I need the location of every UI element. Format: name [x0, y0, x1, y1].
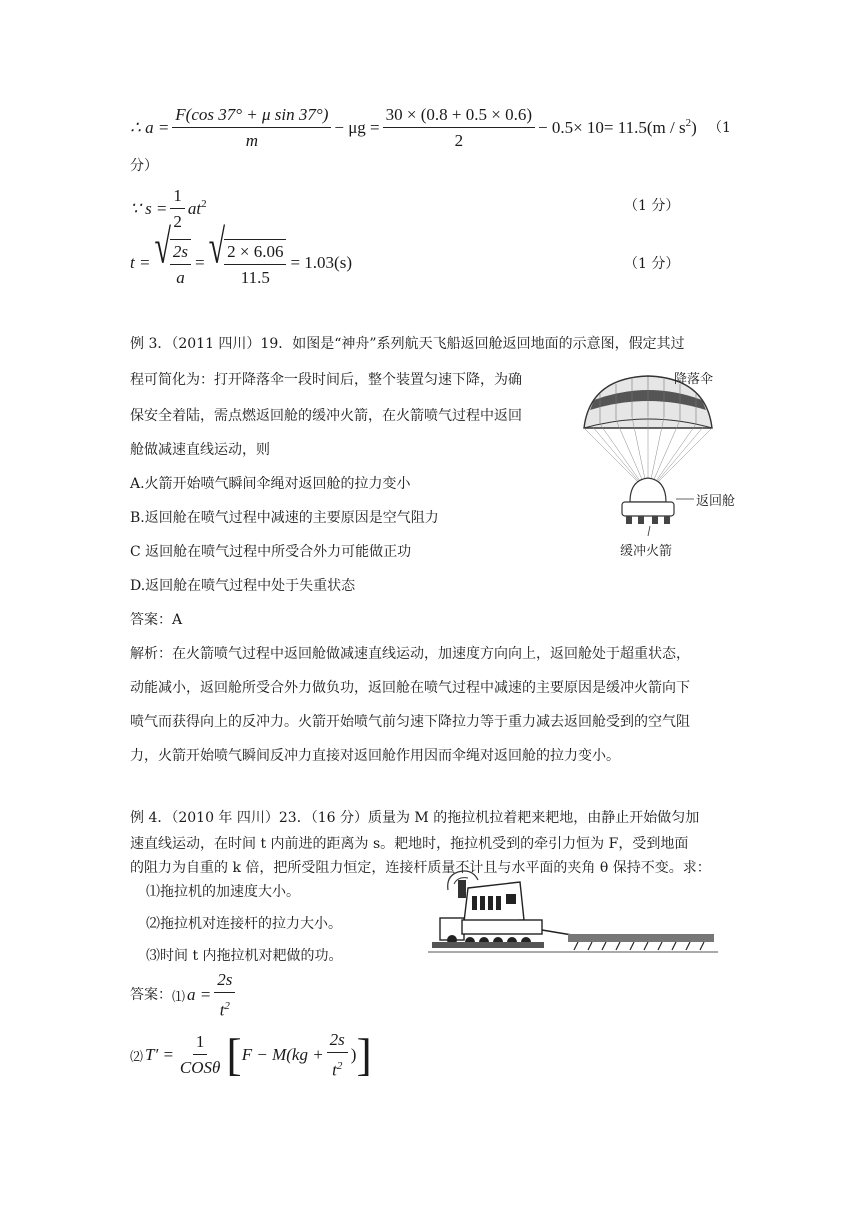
eq3-sqrt-2 — [208, 220, 287, 288]
ex3-line2: 程可简化为：打开降落伞一段时间后，整个装置匀速下降，为确 — [130, 372, 522, 388]
ex4-ans1-num: 2s — [214, 970, 235, 993]
eq2-after: at — [187, 199, 202, 218]
eq2-sup: 2 — [201, 198, 207, 210]
eq1-score-b: 分） — [130, 158, 158, 174]
ex4-ans2-fnum: 1 — [193, 1032, 208, 1055]
eq1-fraction-1 — [172, 105, 331, 151]
ex4-question-2: ⑵拖拉机对连接杆的拉力大小。 — [146, 916, 342, 932]
ex3-analysis-4: 力，火箭开始喷气瞬间反冲力直接对返回舱作用因而伞绳对返回舱的拉力变小。 — [130, 748, 620, 764]
eq3-d1: a — [176, 267, 185, 287]
ex4-ans2-den-wrap — [329, 1053, 345, 1081]
eq2-den: 2 — [173, 212, 182, 231]
eq2-num: 1 — [170, 186, 185, 209]
eq1-den2: 2 — [454, 131, 464, 150]
ex4-line2: 速直线运动，在时间 t 内前进的距离为 s。耙地时，拖拉机受到的牵引力恒为 F，受到地面 — [130, 836, 689, 852]
ex4-answer-label: 答案： — [130, 987, 172, 1003]
ex3-option-b: B.返回舱在喷气过程中减速的主要原因是空气阻力 — [130, 510, 439, 526]
eq1-score-a: （1 — [708, 120, 731, 136]
ex3-analysis-1: 解析：在火箭喷气过程中返回舱做减速直线运动，加速度方向向上，返回舱处于超重状态， — [130, 646, 690, 662]
ex4-ans2-sup: 2 — [336, 1059, 343, 1072]
ex4-ans2-lhs: T′ = — [145, 1045, 174, 1064]
ex3-line4: 舱做减速直线运动，则 — [130, 442, 270, 458]
ex4-answer-2 — [130, 1028, 372, 1082]
label-parachute: 降落伞 — [674, 372, 714, 387]
eq3-tail: = 1.03(s) — [290, 253, 352, 272]
radical-icon: √ — [208, 220, 226, 274]
eq3-d2: 11.5 — [240, 267, 270, 287]
left-bracket-icon: [ — [226, 1029, 242, 1080]
ex4-ans1-mark: ⑴ — [172, 988, 186, 1004]
ex3-option-c: C 返回舱在喷气过程中所受合外力可能做正功 — [130, 544, 412, 560]
ex4-ans2-mark: ⑵ — [130, 1048, 144, 1064]
ex4-question-3: ⑶时间 t 内拖拉机对耙做的功。 — [146, 948, 343, 964]
ex3-line3: 保安全着陆，需点燃返回舱的缓冲火箭，在火箭喷气过程中返回 — [130, 408, 522, 424]
eq1-den1: m — [245, 131, 258, 150]
ex4-question-1: ⑴拖拉机的加速度大小。 — [146, 884, 300, 900]
ex4-ans2-num: 2s — [327, 1030, 348, 1053]
eq3-sqrt-1 — [154, 220, 191, 288]
eq1-tail-end: ) — [691, 118, 697, 137]
radical-icon: √ — [154, 220, 171, 274]
ex4-ans2-inner-fraction — [327, 1030, 348, 1081]
ex4-ans1-lhs: a = — [187, 985, 212, 1004]
ex4-line3: 的阻力为自重的 k 倍，把所受阻力恒定，连接杆质量不计且与水平面的夹角 θ 保持不变。求： — [130, 860, 711, 876]
eq3-prefix: t = — [130, 253, 151, 272]
eq1-num1: F(cos 37° + μ sin 37°) — [172, 105, 331, 128]
eq3-score: （1 分） — [624, 256, 680, 272]
ex3-option-a: A.火箭开始喷气瞬间伞绳对返回舱的拉力变小 — [130, 476, 411, 492]
equation-acceleration — [130, 102, 697, 154]
ex3-line1: 例 3．（2011 四川）19．如图是“神舟”系列航天飞船返回舱返回地面的示意图，假定其过 — [130, 336, 685, 352]
right-bracket-icon: ] — [356, 1029, 372, 1080]
ex3-option-d: D.返回舱在喷气过程中处于失重状态 — [130, 578, 356, 594]
eq3-n1: 2s — [170, 242, 191, 265]
parachute-figure — [560, 366, 740, 566]
equation-time: t = √ $\frac{2s}{a}$ = √ $\frac{2 \times 6.06}{11.5}$ = 1.03(s) — [130, 238, 352, 288]
ex4-ans2-fden: COSθ — [179, 1058, 221, 1077]
ex4-ans2-close: ) — [350, 1045, 357, 1064]
ex4-ans2-inner: F − M(kg + — [241, 1045, 324, 1064]
eq1-num2: 30 × (0.8 + 0.5 × 0.6) — [383, 105, 535, 128]
eq2-fraction — [170, 186, 185, 232]
eq1-tail-sup: 2 — [685, 117, 692, 129]
eq2-prefix: ∵ s = — [130, 199, 168, 218]
ex3-answer: 答案：A — [130, 612, 183, 628]
eq1-mid: − μg = — [334, 118, 380, 137]
parachute-drawing — [560, 366, 740, 566]
ex4-ans2-den: t — [332, 1060, 337, 1080]
eq2-score: （1 分） — [624, 198, 680, 214]
ex4-ans1-fraction — [214, 970, 235, 1021]
ex4-ans2-fraction — [177, 1032, 223, 1078]
eq1-prefix: ∴ a = — [130, 118, 170, 137]
label-buffer-rocket: 缓冲火箭 — [620, 544, 673, 559]
tractor-drawing — [428, 870, 718, 956]
tractor-figure — [428, 870, 718, 956]
eq3-n2: 2 × 6.06 — [224, 242, 286, 265]
ex4-ans1-den: t — [219, 1000, 225, 1020]
ex4-ans1-sup: 2 — [224, 999, 230, 1012]
ex3-analysis-3: 喷气而获得向上的反冲力。火箭开始喷气前匀速下降拉力等于重力减去返回舱受到的空气阻 — [130, 714, 690, 730]
label-capsule: 返回舱 — [696, 494, 736, 509]
ex4-line1: 例 4．（2010 年 四川）23．（16 分）质量为 M 的拖拉机拉着耙来耙地，由静止开始做匀加 — [130, 810, 700, 826]
ex3-analysis-2: 动能减小，返回舱所受合外力做负功，返回舱在喷气过程中减速的主要原因是缓冲火箭向下 — [130, 680, 690, 696]
ex4-ans1-den-wrap — [217, 993, 233, 1021]
eq1-fraction-2 — [383, 105, 535, 151]
eq1-tail: − 0.5× 10= 11.5(m / s — [538, 118, 686, 137]
ex4-answer-1 — [130, 970, 238, 1020]
